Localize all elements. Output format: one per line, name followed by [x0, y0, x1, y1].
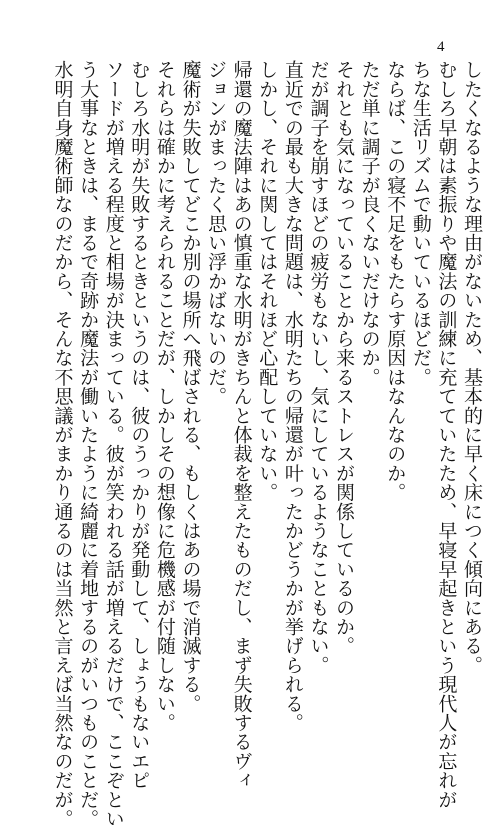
text-line: 帰還の魔法陣はあの慎重な水明がきちんと体裁を整えたものだし、まず失敗するヴィ — [230, 60, 253, 790]
text-line: したくなるような理由がないため、基本的に早く床につく傾向にある。 — [461, 60, 483, 675]
text-line: むしろ水明が失敗するときというのは、彼のうっかりが発動して、しょうもないエピ — [128, 60, 151, 790]
text-line: う大事なときは、まるで奇跡か魔法が働いたように綺麗に着地するのがいつものことだ。 — [77, 60, 100, 828]
text-line: 水明自身魔術師なのだから、そんな不思議がまかり通るのは当然と言えば当然なのだが。 — [51, 60, 74, 828]
body-text — [49, 60, 484, 828]
page-number: 4 — [437, 39, 445, 55]
text-line: 直近での最も大きな問題は、水明たちの帰還が叶ったかどうかが挙げられる。 — [281, 60, 304, 732]
text-line: それとも気になっていることから来るストレスが関係しているのか。 — [333, 60, 356, 656]
text-line: むしろ早朝は素振りや魔法の訓練に充てていたため、早寝早起きという現代人が忘れが — [435, 60, 458, 809]
text-line: ジョンがまったく思い浮かばないのだ。 — [205, 60, 228, 406]
text-line: ただ単に調子が良くないだけなのか。 — [358, 60, 381, 387]
text-line: しかし、それに関してはそれほど心配していない。 — [256, 60, 279, 502]
text-line: それらは確かに考えられることだが、しかしその想像に危機感が付随しない。 — [153, 60, 176, 732]
text-line: ソードが増える程度と相場が決まっている。彼が笑われる話が増えるだけで、ここぞとい — [102, 60, 125, 828]
text-line: ならば、この寝不足をもたらす原因はなんなのか。 — [384, 60, 407, 502]
text-line: だが調子を崩すほどの疲労もないし、気にしているようなこともない。 — [307, 60, 330, 675]
text-line: ちな生活リズムで動いているほどだ。 — [409, 60, 432, 387]
text-line: 魔術が失敗してどこか別の場所へ飛ばされる、もしくはあの場で消滅する。 — [179, 60, 202, 713]
